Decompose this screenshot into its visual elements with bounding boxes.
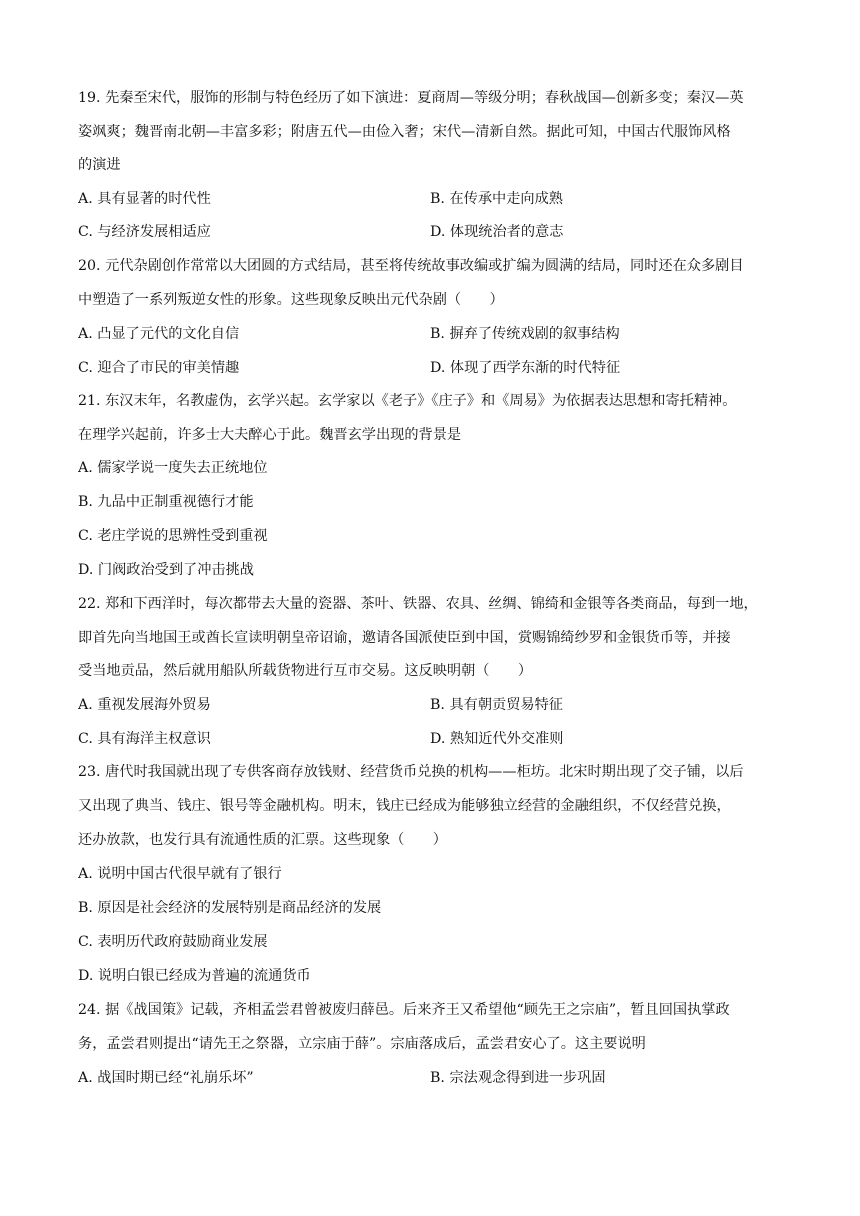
q22-option-d: D. 熟知近代外交准则 [430, 731, 564, 747]
q23-stem-line-3: 还办放款，也发行具有流通性质的汇票。这些现象（ ） [78, 832, 447, 848]
q23-stem-line-2: 又出现了典当、钱庄、银号等金融机构。明末，钱庄已经成为能够独立经营的金融组织，不仅经营兑换， [78, 798, 731, 814]
q19-option-d: D. 体现统治者的意志 [430, 224, 564, 240]
q21-option-a: A. 儒家学说一度失去正统地位 [78, 460, 268, 476]
q20-option-d: D. 体现了西学东渐的时代特征 [430, 360, 621, 376]
q21-option-b: B. 九品中正制重视德行才能 [78, 494, 254, 510]
q19-stem-line-3: 的演进 [78, 157, 121, 173]
q23-option-b: B. 原因是社会经济的发展特别是商品经济的发展 [78, 900, 382, 916]
q24-option-a: A. 战国时期已经“礼崩乐坏” [78, 1070, 254, 1086]
q22-option-b: B. 具有朝贡贸易特征 [430, 697, 563, 713]
q22-stem-line-2: 即首先向当地国王或酋长宣读明朝皇帝诏谕，邀请各国派使臣到中国，赏赐锦绮纱罗和金银货币等，并接 [78, 630, 731, 646]
q23-stem-line-1: 23. 唐代时我国就出现了专供客商存放钱财、经营货币兑换的机构——柜坊。北宋时期出现了交子铺，以后 [78, 764, 744, 780]
q20-stem-line-1: 20. 元代杂剧创作常常以大团圆的方式结局，甚至将传统故事改编或扩编为圆满的结局，同时还在众多剧目 [78, 258, 744, 274]
q21-option-d: D. 门阀政治受到了冲击挑战 [78, 562, 254, 578]
q20-option-a: A. 凸显了元代的文化自信 [78, 326, 240, 342]
q21-option-c: C. 老庄学说的思辨性受到重视 [78, 528, 268, 544]
q22-stem-line-3: 受当地贡品，然后就用船队所载货物进行互市交易。这反映明朝（ ） [78, 663, 533, 679]
q24-stem-line-2: 务，孟尝君则提出“请先王之祭器，立宗庙于薛”。宗庙落成后，孟尝君安心了。这主要说明 [78, 1036, 646, 1052]
q20-option-c: C. 迎合了市民的审美情趣 [78, 360, 240, 376]
q19-stem-line-1: 19. 先秦至宋代，服饰的形制与特色经历了如下演进：夏商周—等级分明；春秋战国—创新多变；秦汉—英 [78, 90, 744, 106]
q22-option-a: A. 重视发展海外贸易 [78, 697, 211, 713]
q24-option-b: B. 宗法观念得到进一步巩固 [430, 1070, 606, 1086]
q24-stem-line-1: 24. 据《战国策》记载，齐相孟尝君曾被废归薛邑。后来齐王又希望他“顾先王之宗庙”，暂且回国执掌政 [78, 1002, 730, 1018]
q23-option-c: C. 表明历代政府鼓励商业发展 [78, 934, 268, 950]
q21-stem-line-1: 21. 东汉末年，名教虚伪，玄学兴起。玄学家以《老子》《庄子》和《周易》为依据表达思想和寄托精神。 [78, 393, 737, 409]
q20-stem-line-2: 中塑造了一系列叛逆女性的形象。这些现象反映出元代杂剧（ ） [78, 292, 504, 308]
q22-option-c: C. 具有海洋主权意识 [78, 731, 211, 747]
q19-option-c: C. 与经济发展相适应 [78, 224, 211, 240]
q20-option-b: B. 摒弃了传统戏剧的叙事结构 [430, 326, 620, 342]
q19-option-a: A. 具有显著的时代性 [78, 191, 211, 207]
q23-option-d: D. 说明白银已经成为普遍的流通货币 [78, 968, 311, 984]
q19-option-b: B. 在传承中走向成熟 [430, 191, 563, 207]
q23-option-a: A. 说明中国古代很早就有了银行 [78, 866, 282, 882]
q21-stem-line-2: 在理学兴起前，许多士大夫醉心于此。魏晋玄学出现的背景是 [78, 427, 462, 443]
q19-stem-line-2: 姿飒爽；魏晋南北朝—丰富多彩；附唐五代—由俭入奢；宋代—清新自然。据此可知，中国古代服饰风格 [78, 124, 731, 140]
q22-stem-line-1: 22. 郑和下西洋时，每次都带去大量的瓷器、茶叶、铁器、农具、丝绸、锦绮和金银等各类商品，每到一地， [78, 596, 758, 612]
